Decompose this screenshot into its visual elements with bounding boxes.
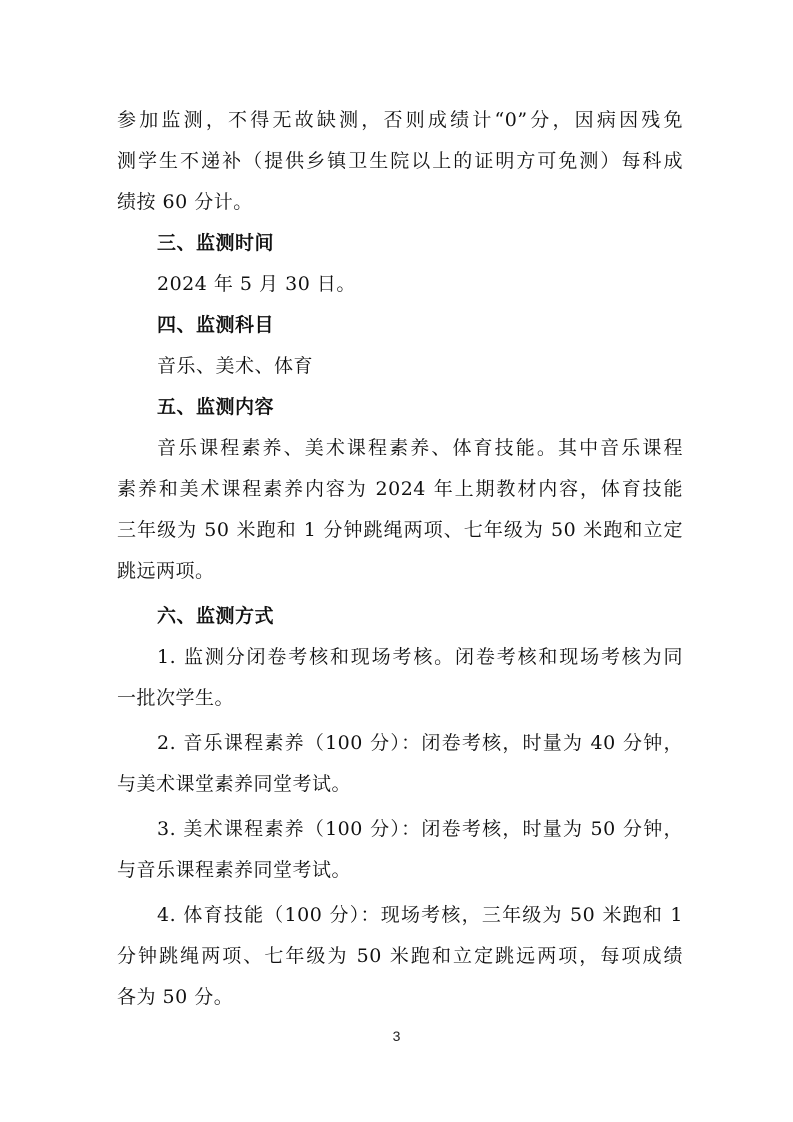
- section-heading-content: 五、监测内容: [157, 396, 275, 418]
- paragraph-line: 3. 美术课程素养（100 分）：闭卷考核，时量为 50 分钟，: [157, 818, 683, 840]
- paragraph-line: 1. 监测分闭卷考核和现场考核。闭卷考核和现场考核为同: [157, 646, 683, 668]
- paragraph-line: 4. 体育技能（100 分）：现场考核，三年级为 50 米跑和 1: [157, 904, 683, 926]
- paragraph-line: 与美术课堂素养同堂考试。: [117, 773, 352, 795]
- paragraph-line: 三年级为 50 米跑和 1 分钟跳绳两项、七年级为 50 米跑和立定: [117, 519, 683, 541]
- paragraph-line: 一批次学生。: [117, 687, 235, 709]
- page-number: 3: [392, 1028, 401, 1044]
- section-heading-time: 三、监测时间: [157, 232, 275, 254]
- paragraph-line: 测学生不递补（提供乡镇卫生院以上的证明方可免测）每科成: [117, 150, 683, 172]
- paragraph-line: 2. 音乐课程素养（100 分）：闭卷考核，时量为 40 分钟，: [157, 732, 683, 754]
- paragraph-line: 分钟跳绳两项、七年级为 50 米跑和立定跳远两项，每项成绩: [117, 945, 683, 967]
- paragraph-line: 与音乐课程素养同堂考试。: [117, 859, 352, 881]
- section-heading-method: 六、监测方式: [157, 605, 275, 627]
- paragraph-line: 素养和美术课程素养内容为 2024 年上期教材内容，体育技能: [117, 478, 683, 500]
- paragraph-line: 音乐、美术、体育: [157, 355, 314, 377]
- section-heading-subjects: 四、监测科目: [157, 314, 275, 336]
- paragraph-line: 跳远两项。: [117, 560, 215, 582]
- paragraph-line: 音乐课程素养、美术课程素养、体育技能。其中音乐课程: [157, 437, 683, 459]
- paragraph-line: 绩按 60 分计。: [117, 191, 253, 213]
- paragraph-line: 2024 年 5 月 30 日。: [157, 273, 356, 295]
- paragraph-line: 各为 50 分。: [117, 986, 234, 1008]
- paragraph-line: 参加监测，不得无故缺测，否则成绩计“0”分，因病因残免: [117, 109, 683, 131]
- document-body: [117, 100, 683, 1018]
